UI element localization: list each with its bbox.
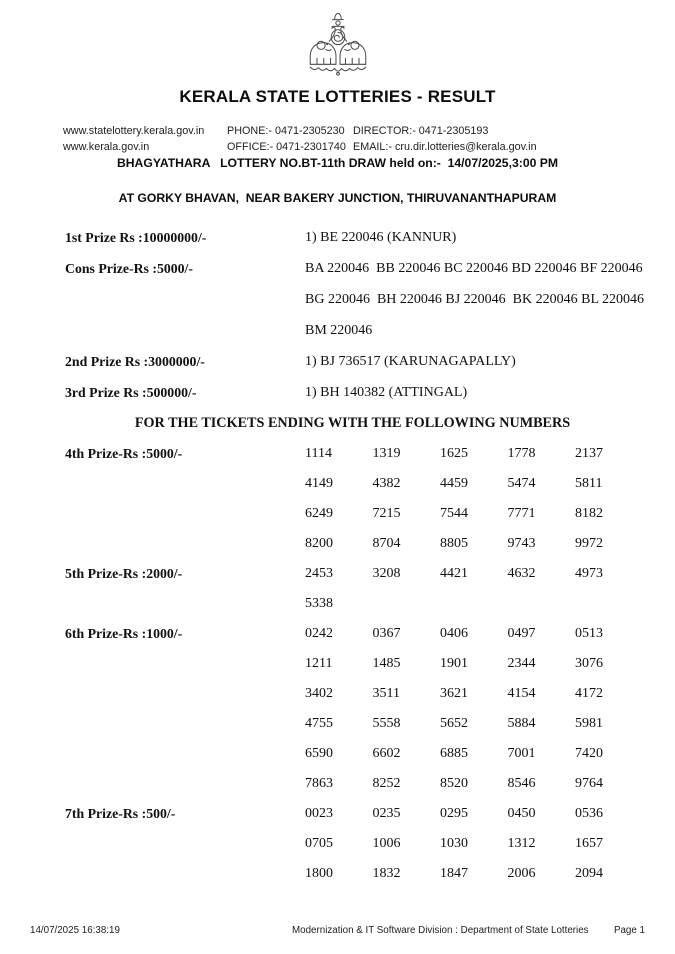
ending-number: 1114: [305, 446, 332, 461]
page-title: KERALA STATE LOTTERIES - RESULT: [179, 87, 496, 106]
ending-number: 4421: [440, 566, 468, 581]
prize-row-7th: [65, 799, 640, 889]
ending-number: 0406: [440, 626, 468, 641]
winner-line: 1) BE 220046 (KANNUR): [305, 230, 457, 245]
section-heading: FOR THE TICKETS ENDING WITH THE FOLLOWING NUMBERS: [134, 415, 571, 431]
prize-numbers-7th: [305, 799, 643, 889]
ending-number: 5981: [575, 716, 603, 731]
office-number: OFFICE:- 0471-2301740: [227, 140, 346, 153]
ending-number: 0023: [305, 806, 333, 821]
ending-number: 1778: [507, 446, 536, 461]
ending-number: 2453: [305, 566, 333, 581]
director-number: DIRECTOR:- 0471-2305193: [353, 125, 489, 137]
prize-winners-2nd: [305, 346, 640, 377]
ending-number: 1832: [372, 866, 401, 881]
ending-number: 1030: [440, 836, 468, 851]
ending-number: 9972: [575, 536, 603, 551]
ending-number: 5338: [305, 596, 333, 611]
prize-numbers-5th: [305, 559, 643, 619]
phone-number: PHONE:- 0471-2305230: [227, 125, 345, 137]
ending-number: 1319: [372, 446, 401, 461]
ending-number: 6885: [440, 746, 468, 761]
prize-label-5th: 5th Prize-Rs :2000/-: [65, 566, 183, 581]
ending-number: 6249: [305, 506, 333, 521]
ending-number: 4154: [507, 686, 536, 701]
ending-number: 7420: [575, 746, 603, 761]
prize-winners-3rd: [305, 377, 640, 408]
ending-number: 0497: [507, 626, 536, 641]
ending-number: 3511: [372, 686, 400, 701]
ending-number: 1006: [372, 836, 401, 851]
ending-number: 8520: [440, 776, 468, 791]
ending-number: 0367: [372, 626, 401, 641]
prize-winners-cons: [305, 253, 644, 346]
ending-number: 5811: [575, 476, 603, 491]
ending-number: 5474: [507, 476, 536, 491]
ending-number: 9743: [507, 536, 536, 551]
winner-line: BA 220046 BB 220046 BC 220046 BD 220046 BF 220046: [305, 261, 643, 276]
winner-line: BM 220046: [305, 323, 373, 338]
ending-number: 1847: [440, 866, 468, 881]
ending-number: 1211: [305, 656, 333, 671]
contact-row-2: [63, 140, 645, 156]
ending-number: 0242: [305, 626, 333, 641]
ending-number: 8200: [305, 536, 333, 551]
ending-number: 1625: [440, 446, 468, 461]
prize-row-5th: [65, 559, 640, 619]
ending-number: 0295: [440, 806, 468, 821]
ending-number: 3208: [372, 566, 401, 581]
footer-page-number: Page 1: [613, 925, 645, 936]
prize-label-6th: 6th Prize-Rs :1000/-: [65, 626, 183, 641]
ending-number: 7863: [305, 776, 333, 791]
prize-winners-1st: [305, 222, 640, 253]
footer-division: Modernization & IT Software Division : Department of State Lotteries: [292, 925, 589, 936]
ending-number: 2006: [507, 866, 536, 881]
prize-row-6th: [65, 619, 640, 799]
prize-row-4th: [65, 439, 640, 559]
ending-number: 7001: [507, 746, 536, 761]
contact-block: [63, 124, 645, 155]
prize-numbers-6th: [305, 619, 643, 799]
contact-row-1: [63, 124, 645, 140]
prize-label-7th: 7th Prize-Rs :500/-: [65, 806, 176, 821]
ending-number: 2094: [575, 866, 603, 881]
footer-timestamp: 14/07/2025 16:38:19: [30, 925, 120, 936]
website-link-kerala: www.kerala.gov.in: [63, 140, 150, 153]
ending-number: 4172: [575, 686, 603, 701]
ending-number: 8546: [507, 776, 536, 791]
ending-number: 0450: [507, 806, 536, 821]
ending-number: 4149: [305, 476, 333, 491]
ending-number: 8704: [372, 536, 401, 551]
ending-number: 0705: [305, 836, 333, 851]
ending-number: 7544: [440, 506, 468, 521]
winner-line: 1) BH 140382 (ATTINGAL): [305, 385, 468, 400]
ending-number: 0513: [575, 626, 603, 641]
ending-number: 3621: [440, 686, 468, 701]
ending-number: 7771: [507, 506, 536, 521]
ending-number: 0235: [372, 806, 401, 821]
ending-number: 0536: [575, 806, 603, 821]
draw-info-line: BHAGYATHARA LOTTERY NO.BT-11th DRAW held on:- 14/07/2025,3:00 PM: [116, 156, 559, 170]
ending-number: 8252: [372, 776, 401, 791]
prize-label-cons: Cons Prize-Rs :5000/-: [65, 261, 193, 276]
ending-number: 6590: [305, 746, 333, 761]
ending-number: 8182: [575, 506, 603, 521]
prize-label-2nd: 2nd Prize Rs :3000000/-: [65, 354, 205, 369]
ending-number: 4755: [305, 716, 333, 731]
email-address: EMAIL:- cru.dir.lotteries@kerala.gov.in: [353, 140, 537, 153]
results-body: [65, 222, 645, 889]
ending-number: 3402: [305, 686, 333, 701]
ending-number: 5558: [372, 716, 401, 731]
prize-label-1st: 1st Prize Rs :10000000/-: [65, 230, 207, 245]
ending-number: 4632: [507, 566, 536, 581]
ending-number: 4459: [440, 476, 468, 491]
winner-line: BG 220046 BH 220046 BJ 220046 BK 220046 BL 220046: [305, 292, 645, 307]
ending-number: 1657: [575, 836, 603, 851]
ending-number: 8805: [440, 536, 468, 551]
ending-number: 4973: [575, 566, 603, 581]
ending-number: 5884: [507, 716, 536, 731]
prize-row-1st: [65, 222, 640, 253]
ending-number: 2137: [575, 446, 603, 461]
ending-number: 5652: [440, 716, 468, 731]
ending-number: 1312: [507, 836, 536, 851]
prize-row-3rd: [65, 377, 640, 408]
prize-row-cons: [65, 253, 645, 346]
prize-numbers-4th: [305, 439, 643, 559]
prize-row-2nd: [65, 346, 640, 377]
prize-label-4th: 4th Prize-Rs :5000/-: [65, 446, 183, 461]
ending-number: 1901: [440, 656, 468, 671]
ending-number: 9764: [575, 776, 603, 791]
ending-number: 1800: [305, 866, 333, 881]
prize-label-3rd: 3rd Prize Rs :500000/-: [65, 385, 197, 400]
ending-number: 1485: [372, 656, 401, 671]
website-link-statelottery: www.statelottery.kerala.gov.in: [63, 125, 205, 137]
ending-number: 7215: [372, 506, 401, 521]
venue-line: AT GORKY BHAVAN, NEAR BAKERY JUNCTION, THIRUVANANTHAPURAM: [118, 191, 557, 205]
kerala-emblem-icon: [294, 8, 382, 80]
ending-number: 4382: [372, 476, 401, 491]
winner-line: 1) BJ 736517 (KARUNAGAPALLY): [305, 354, 516, 369]
emblem-container: [0, 8, 675, 80]
ending-number: 6602: [372, 746, 401, 761]
ending-number: 2344: [507, 656, 536, 671]
ending-number: 3076: [575, 656, 603, 671]
